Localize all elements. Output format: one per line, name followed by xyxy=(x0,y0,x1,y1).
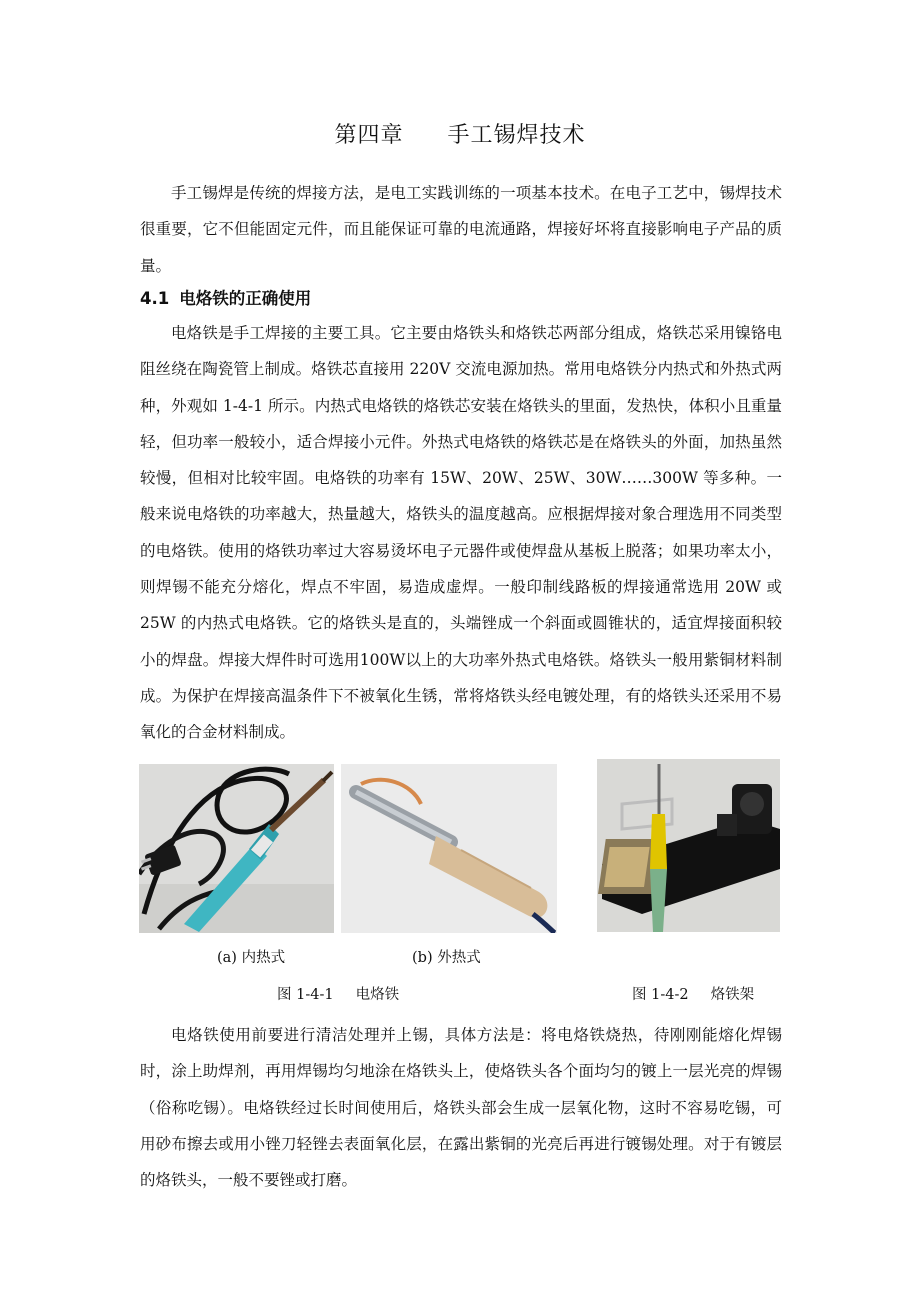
figure-title: 电烙铁 xyxy=(355,987,400,1003)
iron-stand-photo xyxy=(597,759,780,932)
figure-caption-1 xyxy=(277,983,399,1004)
chapter-title xyxy=(0,118,920,149)
subfigure-caption-b: (b) 外热式 xyxy=(412,950,481,966)
figure-title: 烙铁架 xyxy=(710,987,755,1003)
section-title: 电烙铁的正确使用 xyxy=(179,289,312,308)
figure-number: 图 1-4-1 xyxy=(277,987,334,1003)
internal-heat-iron-photo xyxy=(139,764,334,933)
section-heading xyxy=(140,285,311,309)
subfigure-caption-a: (a) 内热式 xyxy=(217,950,286,966)
figure-caption-2 xyxy=(632,983,754,1004)
external-heat-iron-photo xyxy=(341,764,557,933)
chapter-name: 手工锡焊技术 xyxy=(447,123,586,148)
intro-paragraph: 手工锡焊是传统的焊接方法，是电工实践训练的一项基本技术。在电子工艺中，锡焊技术很重要，它不但能固定元件，而且能保证可靠的电流通路，焊接好坏将直接影响电子产品的质量。 xyxy=(140,184,782,275)
chapter-number: 第四章 xyxy=(334,123,404,148)
closing-paragraph: 电烙铁使用前要进行清洁处理并上锡，具体方法是：将电烙铁烧热，待刚刚能熔化焊锡时，涂上助焊剂，再用焊锡均匀地涂在烙铁头上，使烙铁头各个面均匀的镀上一层光亮的焊锡（俗称吃锡）。电烙铁经过长时间使用后，烙铁头部会生成一层氧化物，这时不容易吃锡，可用砂布擦去或用小锉刀轻锉去表面氧化层，在露出紫铜的光亮后再进行镀锡处理。对于有镀层的烙铁头，一般不要锉或打磨。 xyxy=(140,1026,782,1190)
figure-number: 图 1-4-2 xyxy=(632,987,689,1003)
body-paragraph: 电烙铁是手工焊接的主要工具。它主要由烙铁头和烙铁芯两部分组成，烙铁芯采用镍铬电阻丝绕在陶瓷管上制成。烙铁芯直接用 220V 交流电源加热。常用电烙铁分内热式和外热式两种，外观如 1-4-1 所示。内热式电烙铁的烙铁芯安装在烙铁头的里面，发热快，体积小且重量轻，但功率一般较小，适合焊接小元件。外热式电烙铁的烙铁芯是在烙铁头的外面，加热虽然较慢，但相对比较牢固。电烙铁的功率有 15W、20W、25W、30W……300W 等多种。一般来说电烙铁的功率越大，热量越大，烙铁头的温度越高。应根据焊接对象合理选用不同类型的电烙铁。使用的烙铁功率过大容易烫坏电子元器件或使焊盘从基板上脱落；如果功率太小，则焊锡不能充分熔化，焊点不牢固，易造成虚焊。一般印制线路板的焊接通常选用 20W 或 25W 的内热式电烙铁。它的烙铁头是直的，头端锉成一个斜面或圆锥状的，适宜焊接面积较小的焊盘。焊接大焊件时可选用100W以上的大功率外热式电烙铁。烙铁头一般用紫铜材料制成。为保护在焊接高温条件下不被氧化生锈，常将烙铁头经电镀处理，有的烙铁头还采用不易氧化的合金材料制成。 xyxy=(140,324,782,742)
section-number: 4.1 xyxy=(140,289,170,308)
